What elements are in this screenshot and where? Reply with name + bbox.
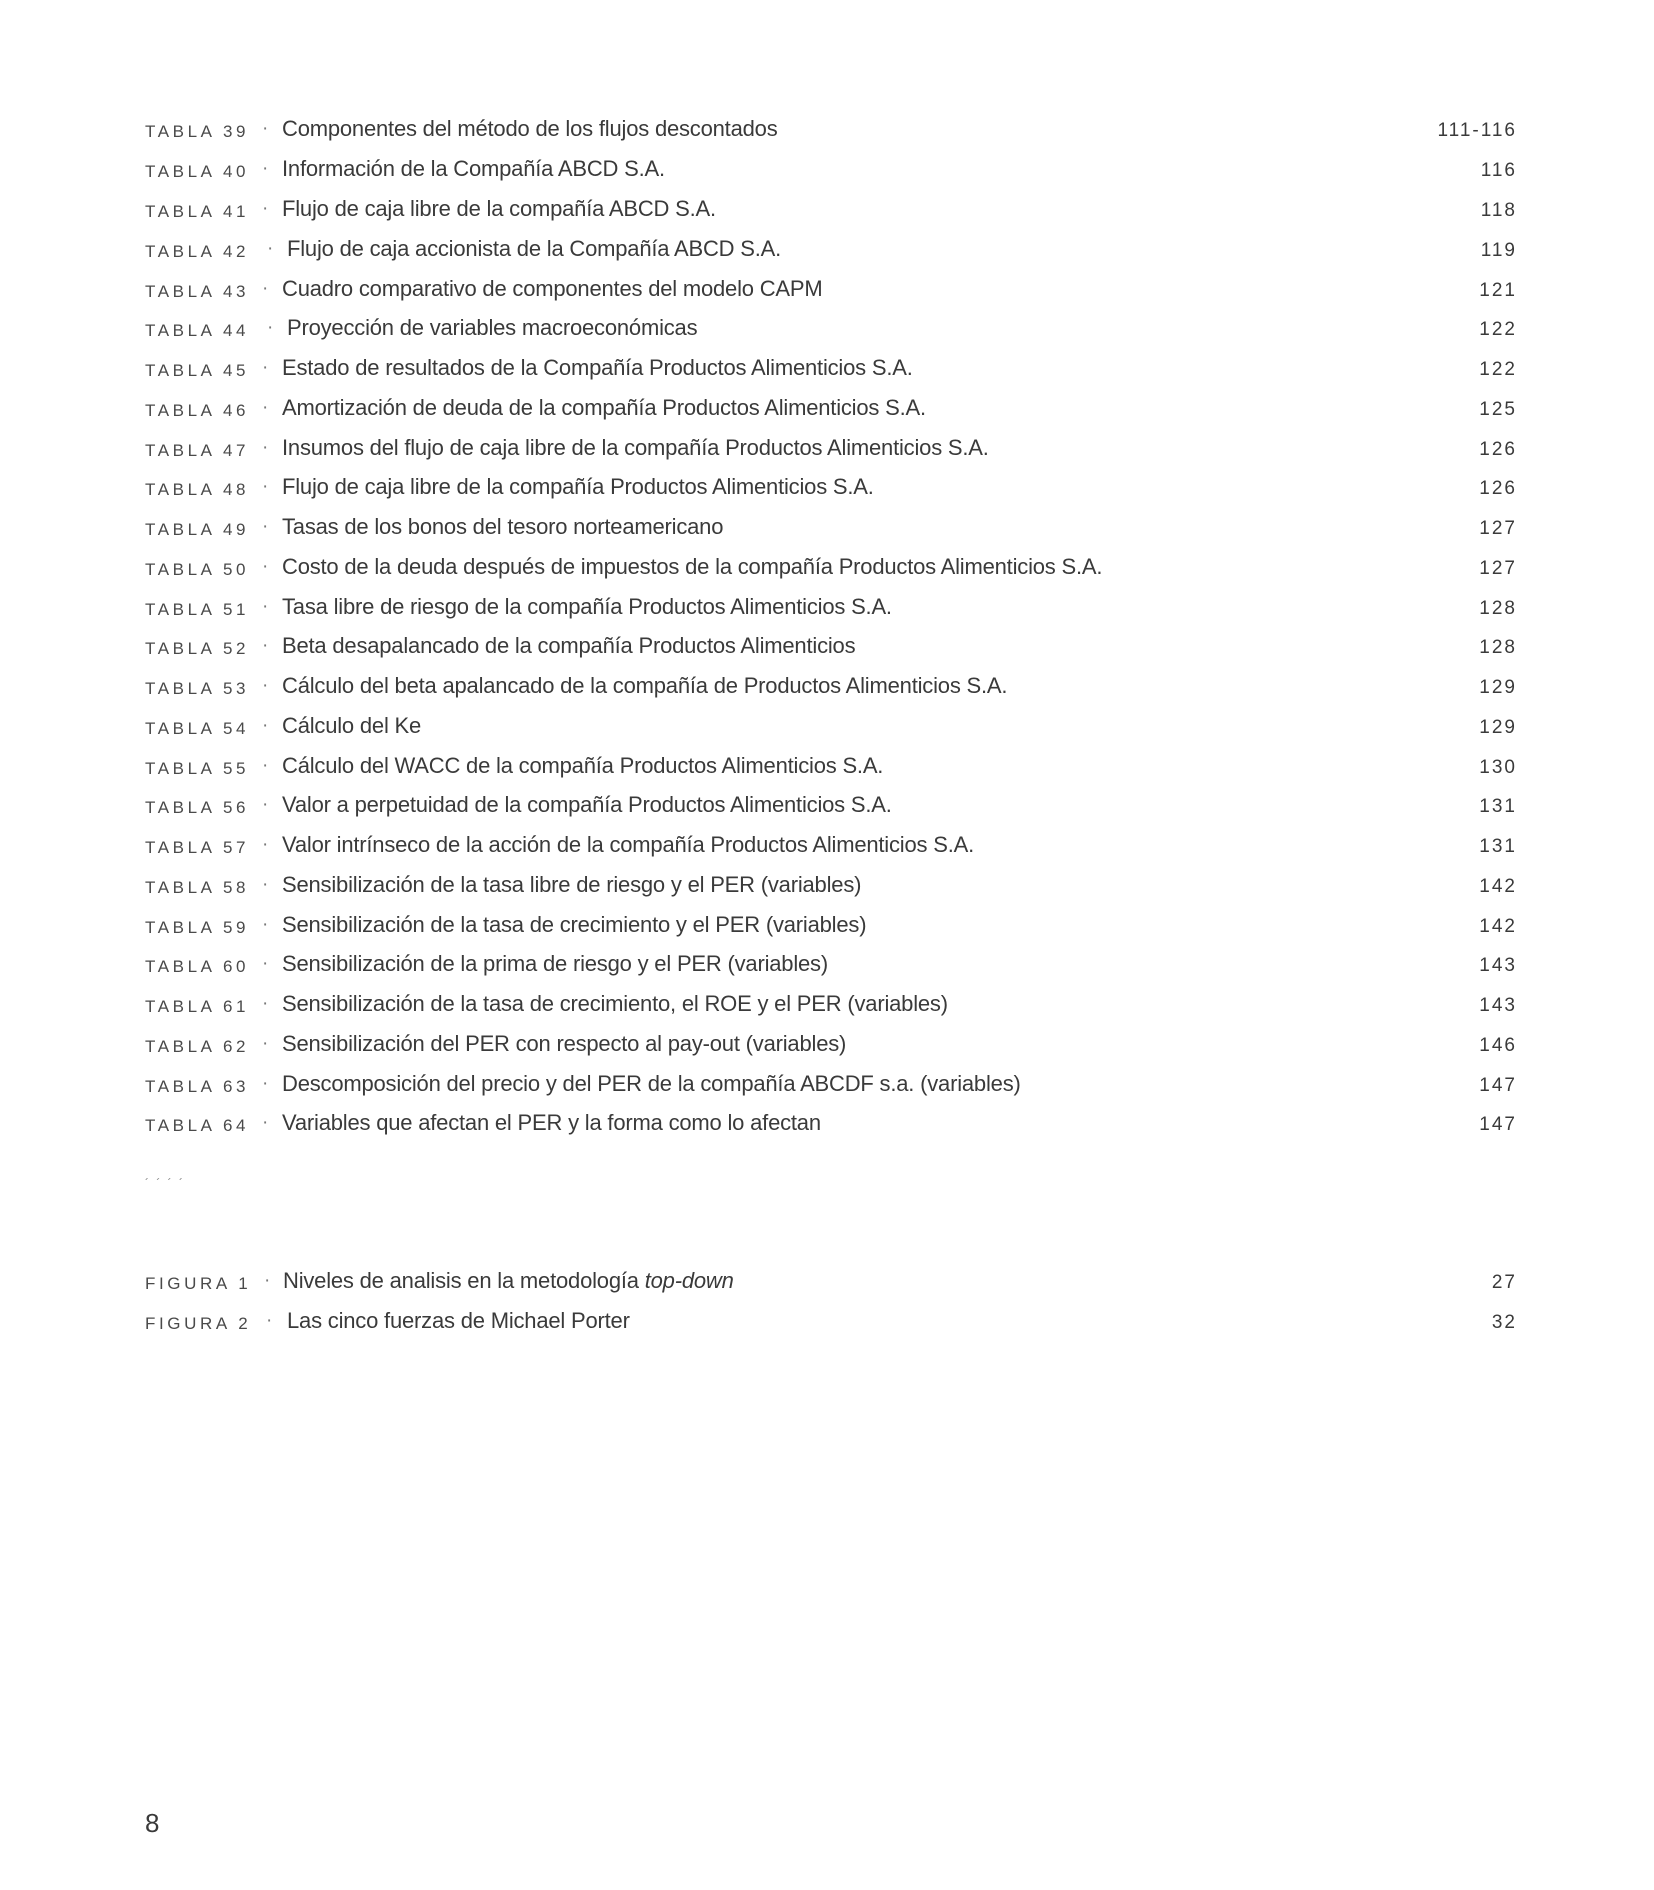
entry-label: TABLA 61 [145, 997, 250, 1016]
entry-label: TABLA 52 [145, 639, 250, 658]
toc-entry [0, 906, 1654, 946]
entry-title: Tasas de los bonos del tesoro norteamericano [282, 514, 724, 539]
entry-title [283, 1268, 734, 1294]
toc-entry [0, 508, 1654, 548]
entry-label: TABLA 45 [145, 361, 250, 380]
toc-entry [0, 309, 1654, 349]
separator-dot: · [264, 1270, 271, 1291]
toc-entry [0, 389, 1654, 429]
entry-page: 129 [1479, 717, 1517, 738]
entry-label: TABLA 39 [145, 122, 250, 141]
entry-title: Amortización de deuda de la compañía Productos Alimenticios S.A. [282, 395, 926, 420]
entry-label: TABLA 56 [145, 798, 250, 817]
entry-title: Flujo de caja accionista de la Compañía ABCD S.A. [287, 236, 782, 261]
entry-title-text: Niveles de analisis en la metodología [283, 1268, 645, 1293]
entry-title: Cuadro comparativo de componentes del modelo CAPM [282, 276, 823, 301]
entry-label: TABLA 46 [145, 401, 250, 420]
entry-label: TABLA 62 [145, 1037, 250, 1056]
entry-label: TABLA 43 [145, 282, 250, 301]
entry-page: 129 [1479, 677, 1517, 698]
toc-entry [0, 110, 1654, 150]
entry-label: TABLA 58 [145, 878, 250, 897]
entry-title: Costo de la deuda después de impuestos de la compañía Productos Alimenticios S.A. [282, 554, 1103, 579]
entry-label: TABLA 48 [145, 480, 250, 499]
entry-title: Sensibilización de la prima de riesgo y el PER (variables) [282, 951, 828, 976]
entry-title: Tasa libre de riesgo de la compañía Productos Alimenticios S.A. [282, 594, 892, 619]
entry-title: Estado de resultados de la Compañía Productos Alimenticios S.A. [282, 355, 913, 380]
separator-dot: · [262, 556, 269, 577]
separator-dot: · [262, 953, 269, 974]
entry-page: 142 [1479, 916, 1517, 937]
entry-title [287, 1308, 630, 1334]
entry-page: 116 [1480, 160, 1517, 181]
toc-entry [0, 588, 1654, 628]
separator-dot: · [262, 357, 269, 378]
toc-entry [0, 786, 1654, 826]
entry-label: TABLA 57 [145, 838, 250, 857]
entry-page: 128 [1479, 598, 1517, 619]
entry-label: TABLA 54 [145, 719, 250, 738]
entry-title: Descomposición del precio y del PER de la compañía ABCDF s.a. (variables) [282, 1071, 1021, 1096]
entry-label: TABLA 59 [145, 918, 250, 937]
toc-entry [0, 985, 1654, 1025]
entry-title-italic: top-down [644, 1268, 734, 1293]
separator-dot: · [262, 675, 269, 696]
separator-dot: · [267, 238, 274, 259]
entry-title: Proyección de variables macroeconómicas [287, 315, 698, 340]
entry-label: FIGURA 2 [145, 1314, 252, 1333]
toc-entry [0, 468, 1654, 508]
entry-title: Sensibilización del PER con respecto al pay-out (variables) [282, 1031, 847, 1056]
separator-dot: · [262, 278, 269, 299]
entry-title: Valor a perpetuidad de la compañía Productos Alimenticios S.A. [282, 792, 892, 817]
entry-label: TABLA 47 [145, 441, 250, 460]
entry-page: 119 [1480, 240, 1517, 261]
separator-dot: · [262, 397, 269, 418]
toc-entry [0, 707, 1654, 747]
entry-page: 27 [1491, 1272, 1517, 1293]
entry-title: Información de la Compañía ABCD S.A. [282, 156, 665, 181]
entry-title: Sensibilización de la tasa de crecimiento y el PER (variables) [282, 912, 867, 937]
entry-label: TABLA 51 [145, 600, 250, 619]
entry-label: TABLA 60 [145, 957, 250, 976]
entry-page: 121 [1479, 280, 1517, 301]
entry-label: TABLA 55 [145, 759, 250, 778]
separator-dot: · [262, 715, 269, 736]
toc-entry [0, 429, 1654, 469]
separator-dot: · [262, 198, 269, 219]
entry-title: Cálculo del WACC de la compañía Productos Alimenticios S.A. [282, 753, 884, 778]
entry-page: 131 [1479, 796, 1517, 817]
separator-dot: · [267, 317, 274, 338]
entry-page: 130 [1479, 757, 1517, 778]
entry-title: Componentes del método de los flujos descontados [282, 116, 778, 141]
entry-page: 127 [1479, 558, 1517, 579]
toc-entry [0, 349, 1654, 389]
separator-dot: · [262, 476, 269, 497]
entry-title: Insumos del flujo de caja libre de la compañía Productos Alimenticios S.A. [282, 435, 989, 460]
entry-page: 147 [1479, 1114, 1517, 1135]
separator-dot: · [262, 914, 269, 935]
separator-dot: · [266, 1310, 273, 1331]
entry-label: FIGURA 1 [145, 1274, 252, 1293]
section-heading-mark: ´ ´ ´ ´ [145, 1176, 185, 1190]
toc-entry [0, 1065, 1654, 1105]
separator-dot: · [262, 834, 269, 855]
entry-page: 128 [1479, 637, 1517, 658]
separator-dot: · [262, 874, 269, 895]
entry-title: Sensibilización de la tasa libre de riesgo y el PER (variables) [282, 872, 862, 897]
separator-dot: · [262, 1033, 269, 1054]
toc-entry [0, 270, 1654, 310]
entry-label: TABLA 42 [145, 242, 250, 261]
separator-dot: · [262, 794, 269, 815]
entry-page: 143 [1479, 995, 1517, 1016]
entry-label: TABLA 63 [145, 1077, 250, 1096]
toc-entry [0, 548, 1654, 588]
entry-title: Cálculo del Ke [282, 713, 422, 738]
entry-label: TABLA 40 [145, 162, 250, 181]
separator-dot: · [262, 437, 269, 458]
entry-label: TABLA 49 [145, 520, 250, 539]
entry-label: TABLA 50 [145, 560, 250, 579]
entry-title: Beta desapalancado de la compañía Productos Alimenticios [282, 633, 856, 658]
entry-page: 122 [1479, 319, 1517, 340]
entry-page: 143 [1479, 955, 1517, 976]
entry-label: TABLA 53 [145, 679, 250, 698]
separator-dot: · [262, 1112, 269, 1133]
separator-dot: · [262, 516, 269, 537]
toc-entry [0, 667, 1654, 707]
entry-page: 125 [1479, 399, 1517, 420]
entry-title: Cálculo del beta apalancado de la compañía de Productos Alimenticios S.A. [282, 673, 1008, 698]
toc-entry [0, 1104, 1654, 1144]
toc-entry [0, 945, 1654, 985]
entry-page: 126 [1479, 478, 1517, 499]
entry-title: Flujo de caja libre de la compañía Productos Alimenticios S.A. [282, 474, 874, 499]
toc-entry [0, 1025, 1654, 1065]
separator-dot: · [262, 158, 269, 179]
separator-dot: · [262, 993, 269, 1014]
separator-dot: · [262, 635, 269, 656]
toc-entry-figure [0, 1302, 1654, 1342]
entry-label: TABLA 41 [145, 202, 250, 221]
separator-dot: · [262, 755, 269, 776]
entry-title: Sensibilización de la tasa de crecimiento, el ROE y el PER (variables) [282, 991, 948, 1016]
separator-dot: · [262, 1073, 269, 1094]
page-number: 8 [145, 1808, 160, 1838]
toc-entry [0, 627, 1654, 667]
entry-label: TABLA 44 [145, 321, 250, 340]
entry-page: 131 [1479, 836, 1517, 857]
entry-page: 122 [1479, 359, 1517, 380]
toc-entry [0, 150, 1654, 190]
entry-page: 147 [1479, 1075, 1517, 1096]
entry-page: 142 [1479, 876, 1517, 897]
entry-page: 111-116 [1437, 120, 1517, 141]
entry-title: Flujo de caja libre de la compañía ABCD S.A. [282, 196, 716, 221]
toc-entry-figure [0, 1262, 1654, 1302]
toc-entry [0, 747, 1654, 787]
entry-title: Variables que afectan el PER y la forma como lo afectan [282, 1110, 821, 1135]
toc-entry [0, 190, 1654, 230]
entry-title: Valor intrínseco de la acción de la compañía Productos Alimenticios S.A. [282, 832, 975, 857]
entry-page: 118 [1480, 200, 1517, 221]
toc-entry [0, 866, 1654, 906]
entry-page: 32 [1491, 1312, 1517, 1333]
entry-label: TABLA 64 [145, 1116, 250, 1135]
separator-dot: · [262, 118, 269, 139]
entry-page: 126 [1479, 439, 1517, 460]
entry-page: 146 [1479, 1035, 1517, 1056]
toc-entry [0, 826, 1654, 866]
toc-entry [0, 230, 1654, 270]
entry-page: 127 [1479, 518, 1517, 539]
separator-dot: · [262, 596, 269, 617]
entry-title-text: Las cinco fuerzas de Michael Porter [287, 1308, 630, 1333]
